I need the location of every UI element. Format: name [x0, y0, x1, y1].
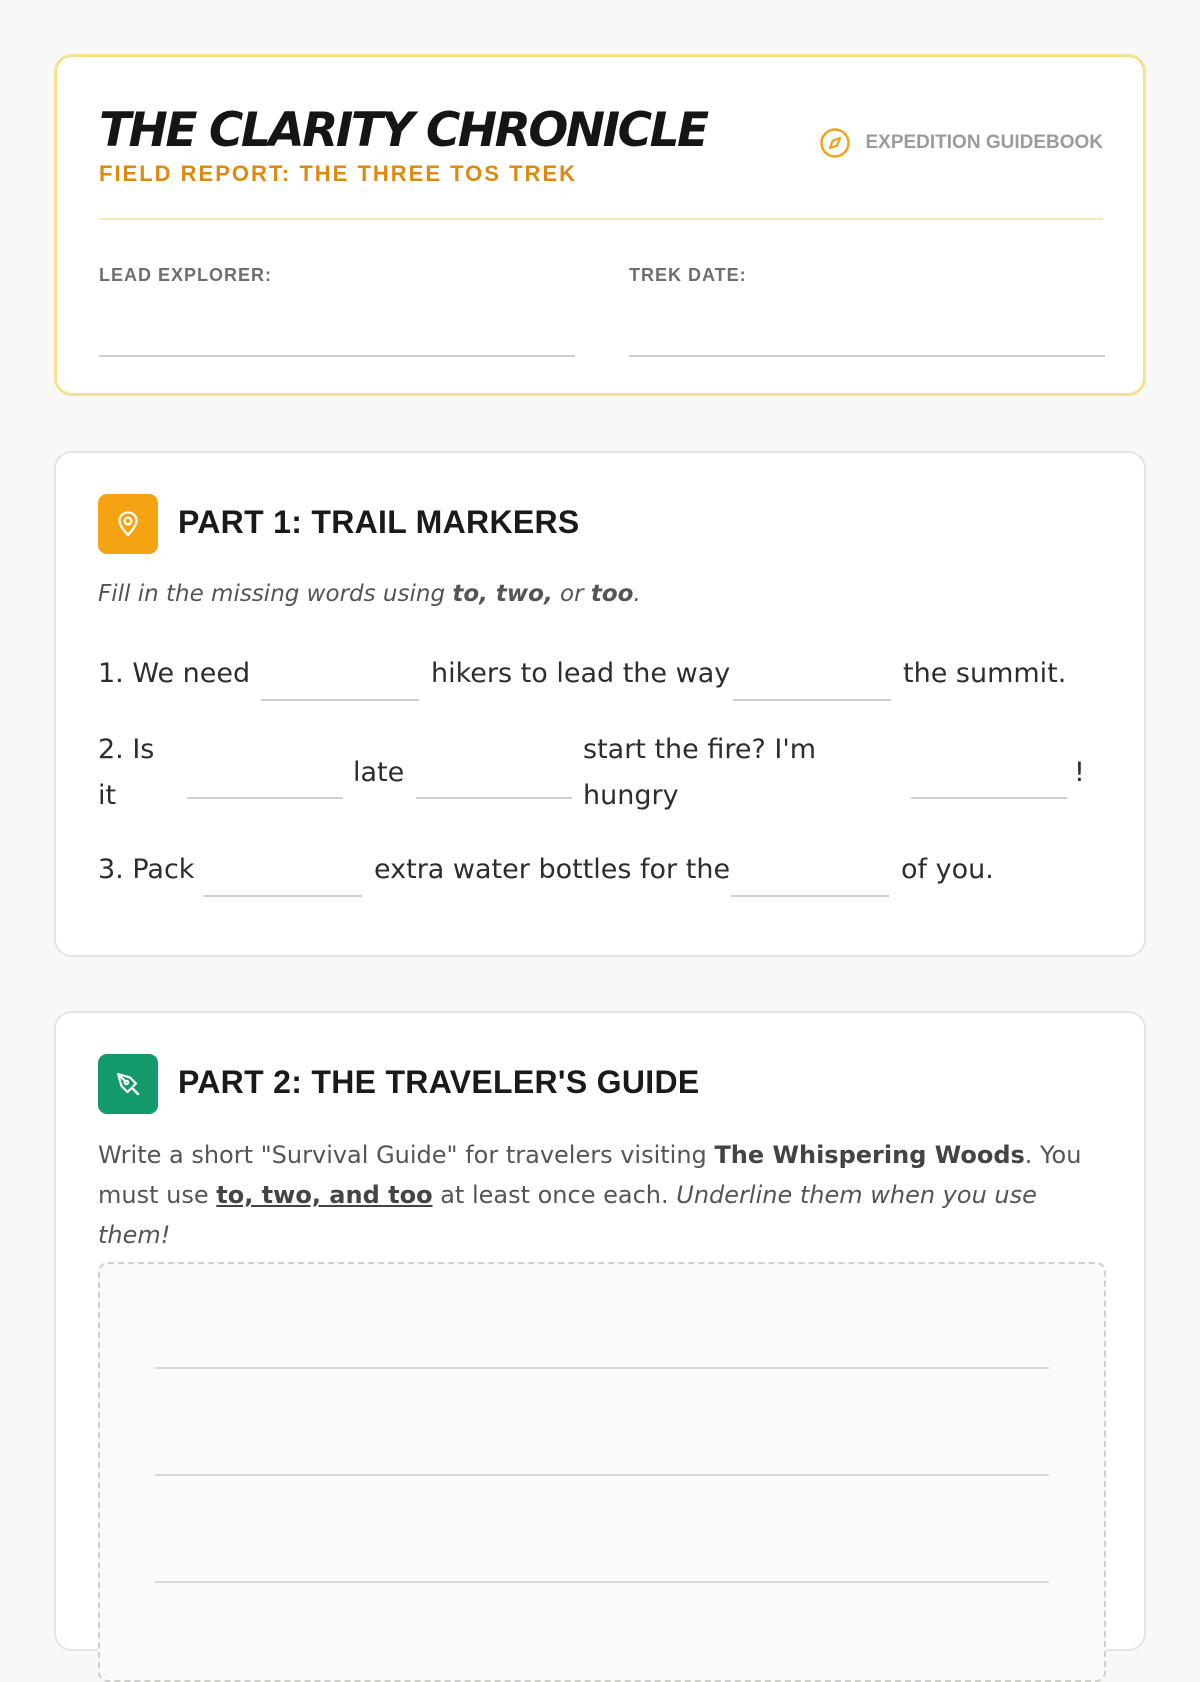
- header-card: [54, 54, 1146, 396]
- q2-blank-2[interactable]: [416, 797, 572, 799]
- lead-explorer-label: LEAD EXPLORER:: [99, 265, 273, 285]
- p2-text-3: at least once each.: [432, 1181, 677, 1209]
- pen-nib-icon: [98, 1054, 158, 1114]
- instructions-end: .: [633, 581, 641, 607]
- survival-guide-writing-area[interactable]: [98, 1262, 1106, 1682]
- part2-card: [54, 1011, 1146, 1651]
- q2-blank-1[interactable]: [187, 797, 343, 799]
- q1-text-start: 1. We need: [98, 658, 251, 689]
- q2-text-middle-1: start the fire? I'm: [583, 734, 817, 765]
- q3-text-start: 3. Pack: [98, 854, 195, 885]
- writing-line: [155, 1474, 1049, 1476]
- part2-instructions: [98, 1135, 1108, 1255]
- compass-icon: [819, 127, 851, 159]
- p2-place: The Whispering Woods: [714, 1141, 1025, 1169]
- p2-text-2: . You must use: [98, 1141, 1082, 1209]
- writing-line: [155, 1581, 1049, 1583]
- q2-text-start-1: 2. Is: [98, 734, 155, 765]
- part2-title: PART 2: THE TRAVELER'S GUIDE: [178, 1064, 700, 1100]
- page-subtitle: FIELD REPORT: THE THREE TOS TREK: [99, 161, 577, 186]
- header-divider: [99, 218, 1103, 220]
- lead-explorer-field[interactable]: [99, 355, 575, 357]
- q3-text-middle: extra water bottles for the: [374, 854, 731, 885]
- q3-blank-2[interactable]: [731, 895, 889, 897]
- trek-date-field[interactable]: [629, 355, 1105, 357]
- part1-card: [54, 451, 1146, 957]
- map-pin-icon: [98, 494, 158, 554]
- p2-emphasis: Underline them when you use them!: [98, 1181, 1037, 1249]
- writing-line: [155, 1367, 1049, 1369]
- q1-text-end: the summit.: [903, 658, 1067, 689]
- p2-words: to, two, and too: [216, 1181, 433, 1209]
- expedition-badge: [819, 127, 1103, 159]
- instructions-or: or: [552, 581, 591, 607]
- q1-blank-2[interactable]: [733, 699, 891, 701]
- p2-text-1: Write a short "Survival Guide" for travelers visiting: [98, 1141, 715, 1169]
- q1-text-middle: hikers to lead the way: [431, 658, 731, 689]
- q2-text-middle-2: hungry: [583, 780, 679, 811]
- part1-title: PART 1: TRAIL MARKERS: [178, 504, 580, 540]
- q2-text-end: !: [1074, 757, 1085, 788]
- q3-text-end: of you.: [901, 854, 994, 885]
- badge-label: EXPEDITION GUIDEBOOK: [865, 132, 1103, 153]
- part1-instructions: [98, 581, 641, 607]
- q2-blank-3[interactable]: [911, 797, 1067, 799]
- trek-date-label: TREK DATE:: [629, 265, 747, 285]
- q3-blank-1[interactable]: [204, 895, 362, 897]
- q2-text-late: late: [353, 757, 405, 788]
- instructions-words: to, two,: [452, 581, 553, 607]
- q2-text-start-2: it: [98, 780, 117, 811]
- instructions-last-word: too: [590, 581, 634, 607]
- page-title: THE CLARITY CHRONICLE: [99, 103, 707, 158]
- instructions-text: Fill in the missing words using: [98, 581, 453, 607]
- q1-blank-1[interactable]: [261, 699, 419, 701]
